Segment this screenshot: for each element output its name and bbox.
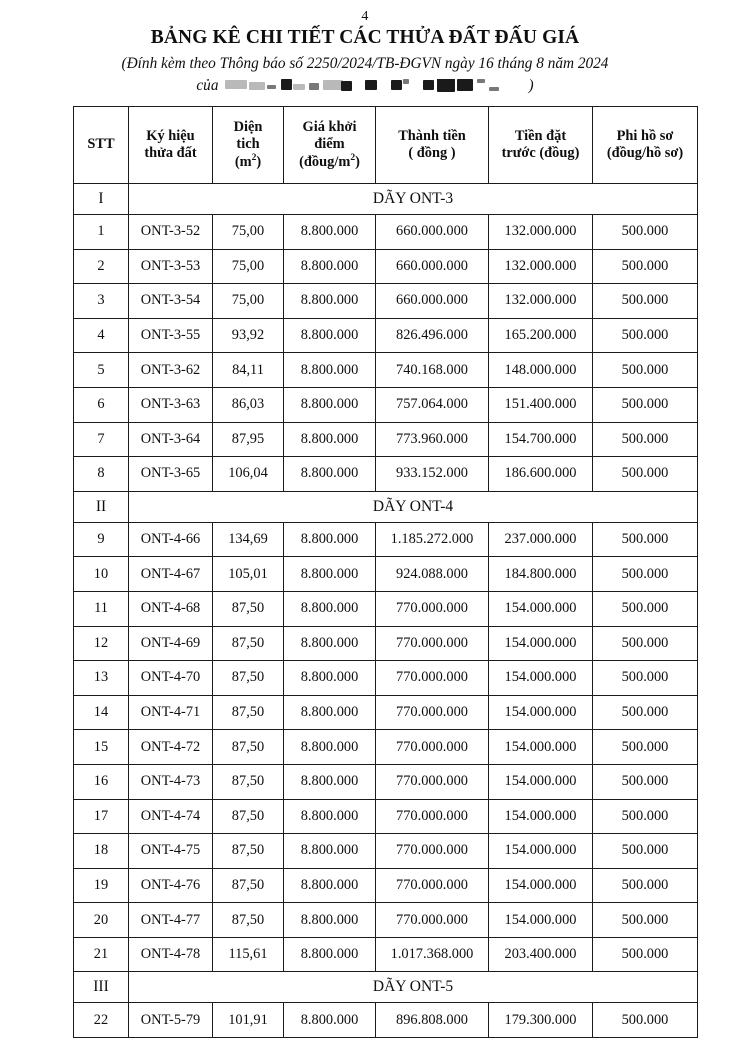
table-row: [74, 868, 698, 903]
cell-deposit: 186.600.000: [489, 457, 593, 492]
cell-stt: 20: [74, 903, 129, 938]
cell-area: 87,50: [213, 626, 284, 661]
cell-stt: 8: [74, 457, 129, 492]
page-title: BẢNG KÊ CHI TIẾT CÁC THỬA ĐẤT ĐẤU GIÁ: [150, 27, 580, 48]
cell-stt: 6: [74, 387, 129, 422]
cell-starting-price: 8.800.000: [284, 457, 376, 492]
section-index: I: [74, 184, 129, 215]
cell-stt: 1: [74, 215, 129, 250]
cell-starting-price: 8.800.000: [284, 557, 376, 592]
cell-total-amount: 770.000.000: [376, 591, 489, 626]
table-header: [74, 107, 698, 184]
table-row: [74, 799, 698, 834]
table-header-row: [74, 107, 698, 184]
cell-lot-code: ONT-4-69: [129, 626, 213, 661]
document-subtitle-reference: (Đính kèm theo Thông báo số 2250/2024/TB-ĐGVN ngày 16 tháng 8 năm 2024: [121, 55, 609, 72]
cell-fee: 500.000: [593, 1003, 698, 1038]
cell-deposit: 151.400.000: [489, 387, 593, 422]
cell-deposit: 165.200.000: [489, 318, 593, 353]
cell-starting-price: 8.800.000: [284, 215, 376, 250]
cell-total-amount: 757.064.000: [376, 387, 489, 422]
cell-deposit: 184.800.000: [489, 557, 593, 592]
cell-stt: 15: [74, 730, 129, 765]
cell-stt: 22: [74, 1003, 129, 1038]
section-title: DÃY ONT-3: [129, 184, 698, 215]
cell-stt: 16: [74, 764, 129, 799]
column-header-starting-price-line2: điểm: [314, 136, 345, 153]
cell-stt: 21: [74, 937, 129, 972]
cell-deposit: 154.000.000: [489, 764, 593, 799]
cell-deposit: 154.000.000: [489, 661, 593, 696]
cell-stt: 11: [74, 591, 129, 626]
cell-starting-price: 8.800.000: [284, 764, 376, 799]
cell-area: 87,50: [213, 834, 284, 869]
cell-area: 75,00: [213, 215, 284, 250]
cell-stt: 14: [74, 695, 129, 730]
cell-lot-code: ONT-4-73: [129, 764, 213, 799]
table-row: [74, 215, 698, 250]
cell-stt: 13: [74, 661, 129, 696]
cell-total-amount: 896.808.000: [376, 1003, 489, 1038]
cell-total-amount: 1.185.272.000: [376, 522, 489, 557]
cell-stt: 12: [74, 626, 129, 661]
table-section-row: [74, 184, 698, 215]
cell-starting-price: 8.800.000: [284, 1003, 376, 1038]
table-row: [74, 353, 698, 388]
cell-starting-price: 8.800.000: [284, 387, 376, 422]
cell-area: 87,50: [213, 868, 284, 903]
cell-starting-price: 8.800.000: [284, 249, 376, 284]
column-header-starting-price-unit: (đồug/m: [299, 153, 351, 170]
cell-total-amount: 770.000.000: [376, 695, 489, 730]
cell-fee: 500.000: [593, 799, 698, 834]
document-subtitle-issuer: [0, 75, 730, 97]
table-body: [74, 184, 698, 1038]
cell-total-amount: 770.000.000: [376, 868, 489, 903]
cell-area: 115,61: [213, 937, 284, 972]
column-header-starting-price: [284, 107, 376, 184]
cell-deposit: 154.700.000: [489, 422, 593, 457]
cell-fee: 500.000: [593, 730, 698, 765]
cell-area: 86,03: [213, 387, 284, 422]
cell-deposit: 132.000.000: [489, 249, 593, 284]
cell-fee: 500.000: [593, 215, 698, 250]
cell-area: 75,00: [213, 284, 284, 319]
table-row: [74, 695, 698, 730]
column-header-starting-price-unit-end: ): [355, 153, 360, 170]
cell-deposit: 154.000.000: [489, 591, 593, 626]
cell-fee: 500.000: [593, 903, 698, 938]
cell-area: 93,92: [213, 318, 284, 353]
column-header-lot-code-line2: thửa đất: [144, 145, 197, 161]
cell-lot-code: ONT-3-55: [129, 318, 213, 353]
table-row: [74, 764, 698, 799]
cell-lot-code: ONT-3-54: [129, 284, 213, 319]
table-row: [74, 1003, 698, 1038]
cell-lot-code: ONT-4-71: [129, 695, 213, 730]
cell-fee: 500.000: [593, 249, 698, 284]
cell-fee: 500.000: [593, 457, 698, 492]
cell-deposit: 154.000.000: [489, 903, 593, 938]
cell-lot-code: ONT-3-52: [129, 215, 213, 250]
cell-area: 87,50: [213, 591, 284, 626]
table-section-row: [74, 491, 698, 522]
cell-deposit: 132.000.000: [489, 215, 593, 250]
cell-fee: 500.000: [593, 868, 698, 903]
table-row: [74, 730, 698, 765]
column-header-stt-label: STT: [87, 136, 115, 153]
table-row: [74, 903, 698, 938]
cell-deposit: 154.000.000: [489, 799, 593, 834]
cell-stt: 5: [74, 353, 129, 388]
cell-area: 101,91: [213, 1003, 284, 1038]
column-header-deposit-line2: trước (đồug): [501, 145, 580, 161]
cell-deposit: 154.000.000: [489, 626, 593, 661]
cell-total-amount: 740.168.000: [376, 353, 489, 388]
column-header-total-amount-line2: ( đồng ): [408, 145, 456, 161]
cell-total-amount: 660.000.000: [376, 215, 489, 250]
cell-lot-code: ONT-3-62: [129, 353, 213, 388]
cell-starting-price: 8.800.000: [284, 903, 376, 938]
cell-total-amount: 1.017.368.000: [376, 937, 489, 972]
column-header-deposit-line1: Tiền đặt: [514, 127, 567, 144]
cell-fee: 500.000: [593, 764, 698, 799]
cell-lot-code: ONT-4-68: [129, 591, 213, 626]
table-row: [74, 661, 698, 696]
cell-lot-code: ONT-4-76: [129, 868, 213, 903]
table-row: [74, 591, 698, 626]
column-header-deposit: [489, 107, 593, 184]
cell-area: 105,01: [213, 557, 284, 592]
cell-stt: 2: [74, 249, 129, 284]
cell-lot-code: ONT-3-53: [129, 249, 213, 284]
column-header-area-unit-end: ): [256, 153, 262, 170]
cell-lot-code: ONT-3-65: [129, 457, 213, 492]
section-title: DÃY ONT-5: [129, 972, 698, 1003]
cell-lot-code: ONT-4-77: [129, 903, 213, 938]
document-header: [0, 0, 730, 97]
cell-deposit: 154.000.000: [489, 695, 593, 730]
table-row: [74, 937, 698, 972]
cell-starting-price: 8.800.000: [284, 730, 376, 765]
column-header-area-unit: (m: [234, 153, 252, 170]
column-header-stt: [74, 107, 129, 184]
land-lots-table: [73, 106, 698, 1038]
cell-total-amount: 660.000.000: [376, 249, 489, 284]
cell-starting-price: 8.800.000: [284, 353, 376, 388]
table-row: [74, 522, 698, 557]
cell-area: 87,50: [213, 661, 284, 696]
column-header-fee-line2: (đồug/hồ sơ): [606, 145, 684, 161]
cell-starting-price: 8.800.000: [284, 661, 376, 696]
cell-stt: 3: [74, 284, 129, 319]
cell-starting-price: 8.800.000: [284, 318, 376, 353]
cell-starting-price: 8.800.000: [284, 591, 376, 626]
column-header-area-line1: Diện: [233, 118, 263, 135]
cell-deposit: 237.000.000: [489, 522, 593, 557]
cell-fee: 500.000: [593, 557, 698, 592]
cell-fee: 500.000: [593, 695, 698, 730]
cell-total-amount: 660.000.000: [376, 284, 489, 319]
cell-starting-price: 8.800.000: [284, 422, 376, 457]
cell-total-amount: 770.000.000: [376, 764, 489, 799]
cell-area: 87,50: [213, 695, 284, 730]
column-header-fee: [593, 107, 698, 184]
cell-area: 75,00: [213, 249, 284, 284]
table-row: [74, 387, 698, 422]
cell-lot-code: ONT-4-66: [129, 522, 213, 557]
section-index: II: [74, 491, 129, 522]
cell-lot-code: ONT-3-63: [129, 387, 213, 422]
column-header-area: [213, 107, 284, 184]
page-number: 4: [361, 9, 369, 24]
cell-area: 106,04: [213, 457, 284, 492]
cell-lot-code: ONT-4-67: [129, 557, 213, 592]
column-header-lot-code-line1: Ký hiệu: [146, 127, 195, 144]
issuer-suffix-label: ): [528, 77, 534, 94]
cell-starting-price: 8.800.000: [284, 937, 376, 972]
cell-area: 134,69: [213, 522, 284, 557]
column-header-area-unit-exponent: 2: [251, 152, 257, 163]
table-row: [74, 457, 698, 492]
cell-stt: 10: [74, 557, 129, 592]
cell-area: 87,95: [213, 422, 284, 457]
cell-fee: 500.000: [593, 353, 698, 388]
column-header-lot-code: [129, 107, 213, 184]
cell-starting-price: 8.800.000: [284, 834, 376, 869]
cell-fee: 500.000: [593, 387, 698, 422]
cell-total-amount: 924.088.000: [376, 557, 489, 592]
cell-deposit: 154.000.000: [489, 834, 593, 869]
cell-total-amount: 773.960.000: [376, 422, 489, 457]
cell-lot-code: ONT-5-79: [129, 1003, 213, 1038]
cell-deposit: 203.400.000: [489, 937, 593, 972]
table-row: [74, 318, 698, 353]
cell-area: 87,50: [213, 730, 284, 765]
table-row: [74, 557, 698, 592]
column-header-starting-price-line1: Giá khởi: [302, 118, 357, 135]
cell-starting-price: 8.800.000: [284, 626, 376, 661]
cell-deposit: 148.000.000: [489, 353, 593, 388]
cell-starting-price: 8.800.000: [284, 522, 376, 557]
cell-deposit: 132.000.000: [489, 284, 593, 319]
table-row: [74, 249, 698, 284]
cell-lot-code: ONT-4-75: [129, 834, 213, 869]
cell-stt: 4: [74, 318, 129, 353]
cell-total-amount: 770.000.000: [376, 834, 489, 869]
cell-fee: 500.000: [593, 834, 698, 869]
table-row: [74, 422, 698, 457]
cell-starting-price: 8.800.000: [284, 284, 376, 319]
cell-total-amount: 770.000.000: [376, 730, 489, 765]
cell-deposit: 154.000.000: [489, 730, 593, 765]
cell-lot-code: ONT-3-64: [129, 422, 213, 457]
table-row: [74, 284, 698, 319]
issuer-prefix-label: của: [196, 77, 219, 94]
cell-total-amount: 770.000.000: [376, 903, 489, 938]
cell-stt: 18: [74, 834, 129, 869]
column-header-total-amount-line1: Thành tiền: [398, 127, 466, 144]
cell-area: 87,50: [213, 799, 284, 834]
cell-fee: 500.000: [593, 591, 698, 626]
cell-total-amount: 770.000.000: [376, 799, 489, 834]
cell-deposit: 179.300.000: [489, 1003, 593, 1038]
cell-lot-code: ONT-4-78: [129, 937, 213, 972]
cell-fee: 500.000: [593, 318, 698, 353]
column-header-starting-price-unit-exponent: 2: [350, 152, 356, 163]
cell-lot-code: ONT-4-72: [129, 730, 213, 765]
section-title: DÃY ONT-4: [129, 491, 698, 522]
cell-starting-price: 8.800.000: [284, 868, 376, 903]
column-header-total-amount: [376, 107, 489, 184]
cell-total-amount: 933.152.000: [376, 457, 489, 492]
redacted-issuer-name: [223, 79, 523, 94]
cell-stt: 9: [74, 522, 129, 557]
column-header-area-line2: tich: [236, 136, 260, 153]
table-row: [74, 626, 698, 661]
cell-starting-price: 8.800.000: [284, 695, 376, 730]
cell-area: 87,50: [213, 903, 284, 938]
cell-fee: 500.000: [593, 422, 698, 457]
cell-fee: 500.000: [593, 661, 698, 696]
cell-total-amount: 770.000.000: [376, 626, 489, 661]
section-index: III: [74, 972, 129, 1003]
cell-fee: 500.000: [593, 522, 698, 557]
cell-total-amount: 826.496.000: [376, 318, 489, 353]
cell-deposit: 154.000.000: [489, 868, 593, 903]
cell-starting-price: 8.800.000: [284, 799, 376, 834]
cell-lot-code: ONT-4-70: [129, 661, 213, 696]
cell-fee: 500.000: [593, 626, 698, 661]
table-row: [74, 834, 698, 869]
cell-area: 84,11: [213, 353, 284, 388]
cell-area: 87,50: [213, 764, 284, 799]
cell-stt: 17: [74, 799, 129, 834]
cell-fee: 500.000: [593, 284, 698, 319]
cell-stt: 19: [74, 868, 129, 903]
cell-lot-code: ONT-4-74: [129, 799, 213, 834]
table-section-row: [74, 972, 698, 1003]
cell-fee: 500.000: [593, 937, 698, 972]
column-header-fee-line1: Phi hồ sơ: [616, 127, 674, 144]
cell-total-amount: 770.000.000: [376, 661, 489, 696]
cell-stt: 7: [74, 422, 129, 457]
